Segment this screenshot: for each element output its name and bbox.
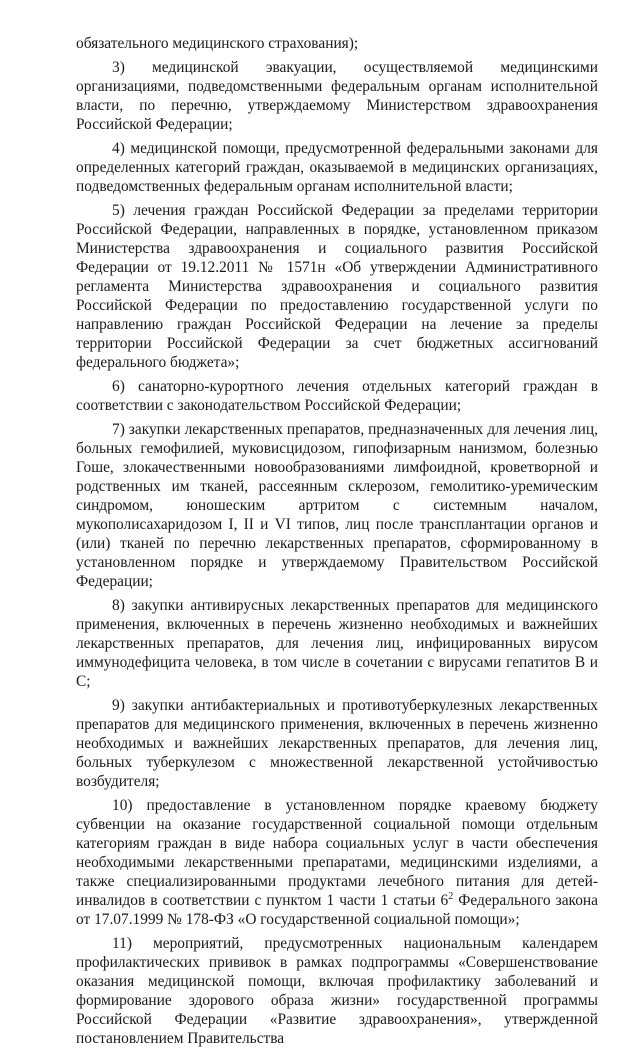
paragraph-item-8: 8) закупки антивирусных лекарственных препаратов для медицинского применения, включенных в перечень жизненно необходимых и важнейших лекарственных препаратов, для лечения лиц, инфицированных вирусом иммунодефицита человека, в том числе в сочетании с вирусами гепатитов B и C; — [76, 597, 598, 690]
paragraph-item-5: 5) лечения граждан Российской Федерации за пределами территории Российской Федерации, направленных в порядке, установленном приказом Министерства здравоохранения и социального развития Российской Федерации от 19.12.2011 № 1571н «Об утверждении Административного регламента Министерства здравоохранения и социального развития Российской Федерации по предоставлению государственной услуги по направлению граждан Российской Федерации на лечение за пределы территории Российской Федерации за счет бюджетных ассигнований федерального бюджета»; — [76, 202, 598, 371]
paragraph-item-10-text-after: Федерального закона от 17.07.1999 № 178-ФЗ «О государственной социальной помощи»; — [76, 892, 599, 928]
paragraph-item-7: 7) закупки лекарственных препаратов, предназначенных для лечения лиц, больных гемофилией, муковисцидозом, гипофизарным нанизмом, болезнью Гоше, злокачественными новообразованиями лимфоидной, кроветворной и родственных им тканей, рассеянным склерозом, гемолитико-уремическим синдромом, юношеским артритом с системным началом, мукополисахаридозом I, II и VI типов, лиц после трансплантации органов и (или) тканей по перечню лекарственных препаратов, сформированному в установленном порядке и утверждаемому Правительством Российской Федерации; — [76, 421, 598, 590]
paragraph-item-10 — [76, 796, 598, 929]
paragraph-item-11: 11) мероприятий, предусмотренных национальным календарем профилактических прививок в рамках подпрограммы «Совершенствование оказания медицинской помощи, включая профилактику заболеваний и формирование здорового образа жизни» государственной программы Российской Федерации «Развитие здравоохранения», утвержденной постановлением Правительства — [76, 935, 598, 1047]
paragraph-item-6: 6) санаторно-курортного лечения отдельных категорий граждан в соответствии с законодательством Российской Федерации; — [76, 378, 598, 414]
paragraph-continuation: обязательного медицинского страхования); — [76, 35, 359, 52]
paragraph-item-10-text-before: 10) предоставление в установленном порядке краевому бюджету субвенции на оказание государственной социальной помощи отдельным категориям граждан в виде набора социальных услуг в части обеспечения необходимыми лекарственными препаратами, медицинскими изделиями, а также специализированными продуктами лечебного питания для детей-инвалидов в соответствии с пунктом 1 части 1 статьи 6 — [76, 797, 598, 909]
paragraph-item-9: 9) закупки антибактериальных и противотуберкулезных лекарственных препаратов для медицинского применения, включенных в перечень жизненно необходимых и важнейших лекарственных препаратов, для лечения лиц, больных туберкулезом с множественной лекарственной устойчивостью возбудителя; — [76, 697, 598, 790]
paragraph-item-4: 4) медицинской помощи, предусмотренной федеральными законами для определенных категорий граждан, оказываемой в медицинских организациях, подведомственных федеральным органам исполнительной власти; — [76, 140, 598, 195]
paragraph-item-3: 3) медицинской эвакуации, осуществляемой медицинскими организациями, подведомственными федеральным органам исполнительной власти, по перечню, утверждаемому Министерством здравоохранения Российской Федерации; — [76, 59, 598, 133]
document-body — [76, 34, 598, 1053]
article-superscript: 2 — [448, 890, 454, 902]
